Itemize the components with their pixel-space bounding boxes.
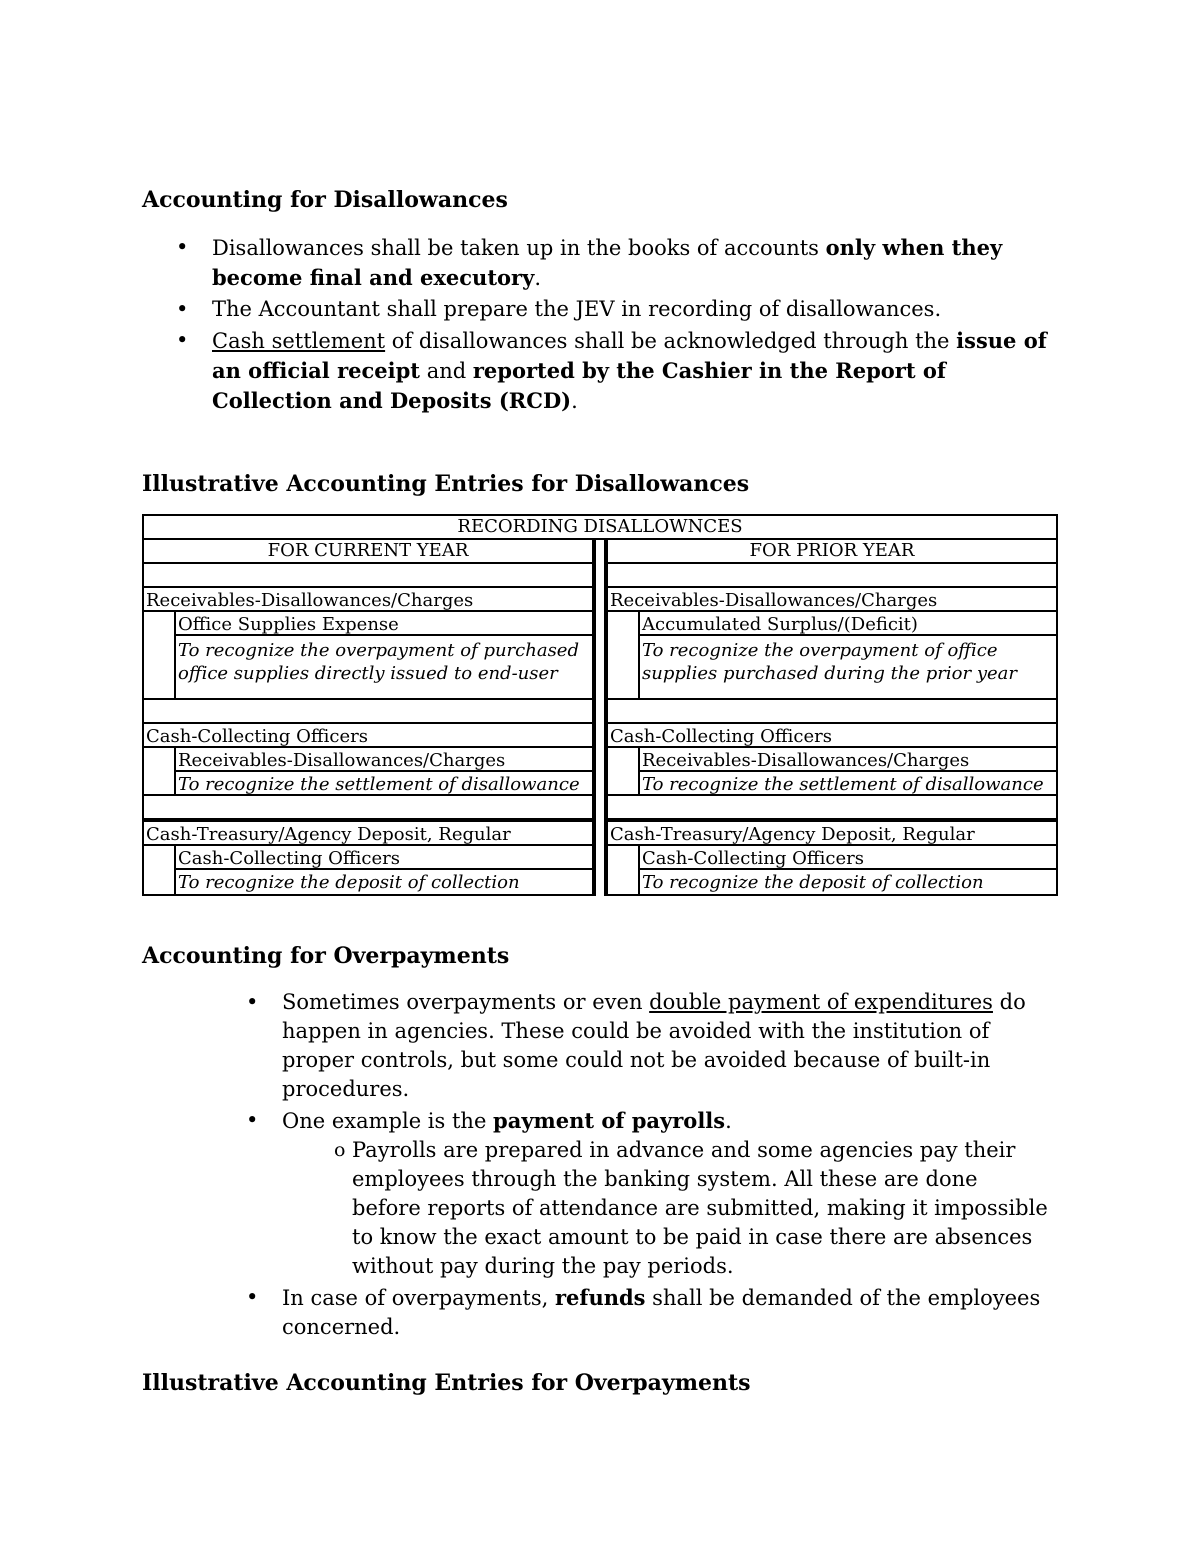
- entry-explanation: To recognize the deposit of collection: [174, 868, 594, 896]
- entry-explanation: To recognize the overpayment of office supplies purchased during the prior year: [638, 634, 1058, 700]
- payrolls-sub-list: [282, 1136, 1052, 1281]
- indent-cell: [606, 844, 640, 896]
- credit-entry: Office Supplies Expense: [174, 610, 594, 636]
- indent-cell: [606, 610, 640, 700]
- credit-entry: Accumulated Surplus/(Deficit): [638, 610, 1058, 636]
- list-item: • Disallowances shall be taken up in the books of accounts only when they become final and executory.: [142, 233, 1062, 293]
- indent-cell: [142, 610, 176, 700]
- indent-cell: [142, 844, 176, 896]
- indent-cell: [142, 746, 176, 796]
- debit-entry: Cash-Treasury/Agency Deposit, Regular: [606, 820, 1058, 846]
- credit-entry: Receivables-Disallowances/Charges: [174, 746, 594, 772]
- list-item: • In case of overpayments, refunds shall be demanded of the employees concerned.: [212, 1283, 1052, 1342]
- table-title: RECORDING DISALLOWNCES: [142, 514, 1058, 540]
- entry-explanation: To recognize the settlement of disallowance: [638, 770, 1058, 796]
- current-year-header: FOR CURRENT YEAR: [142, 538, 594, 564]
- section-heading-illustrative-overpayments: Illustrative Accounting Entries for Overpayments: [142, 1370, 751, 1396]
- list-item: • One example is the payment of payrolls. o Payrolls are prepared in advance and some agencies pay their employees through the banking system. All these are done before reports of attendance are submitted, making it impossible to know the exact amount to be paid in case there are absences without pay during the pay periods.: [212, 1106, 1052, 1281]
- disallowances-entries-table: [142, 514, 1058, 896]
- section-heading-disallowances: Accounting for Disallowances: [142, 187, 508, 213]
- blank-row: [606, 698, 1058, 724]
- list-item: • Sometimes overpayments or even double payment of expenditures do happen in agencies. These could be avoided with the institution of proper controls, but some could not be avoided because of built-in procedures.: [212, 988, 1052, 1104]
- credit-entry: Cash-Collecting Officers: [638, 844, 1058, 870]
- debit-entry: Cash-Treasury/Agency Deposit, Regular: [142, 820, 594, 846]
- credit-entry: Cash-Collecting Officers: [174, 844, 594, 870]
- list-item: • Cash settlement of disallowances shall be acknowledged through the issue of an official receipt and reported by the Cashier in the Report of Collection and Deposits (RCD).: [142, 326, 1062, 416]
- entry-explanation: To recognize the settlement of disallowance: [174, 770, 594, 796]
- blank-row: [606, 794, 1058, 820]
- blank-row: [606, 562, 1058, 588]
- blank-row: [142, 562, 594, 588]
- debit-entry: Receivables-Disallowances/Charges: [142, 586, 594, 612]
- entry-explanation: To recognize the deposit of collection: [638, 868, 1058, 896]
- blank-row: [142, 698, 594, 724]
- list-item: • The Accountant shall prepare the JEV in recording of disallowances.: [142, 295, 1062, 324]
- sub-list-item: o Payrolls are prepared in advance and some agencies pay their employees through the banking system. All these are done before reports of attendance are submitted, making it impossible to know the exact amount to be paid in case there are absences without pay during the pay periods.: [282, 1136, 1052, 1281]
- overpayments-bullet-list: [212, 988, 1052, 1342]
- debit-entry: Cash-Collecting Officers: [606, 722, 1058, 748]
- indent-cell: [606, 746, 640, 796]
- section-heading-overpayments: Accounting for Overpayments: [142, 943, 510, 969]
- prior-year-header: FOR PRIOR YEAR: [606, 538, 1058, 564]
- blank-row: [142, 794, 594, 820]
- entry-explanation: To recognize the overpayment of purchased office supplies directly issued to end-user: [174, 634, 594, 700]
- credit-entry: Receivables-Disallowances/Charges: [638, 746, 1058, 772]
- column-divider: [594, 538, 596, 896]
- disallowances-bullet-list: [142, 233, 1062, 416]
- section-heading-illustrative-disallowances: Illustrative Accounting Entries for Disallowances: [142, 471, 750, 497]
- debit-entry: Cash-Collecting Officers: [142, 722, 594, 748]
- debit-entry: Receivables-Disallowances/Charges: [606, 586, 1058, 612]
